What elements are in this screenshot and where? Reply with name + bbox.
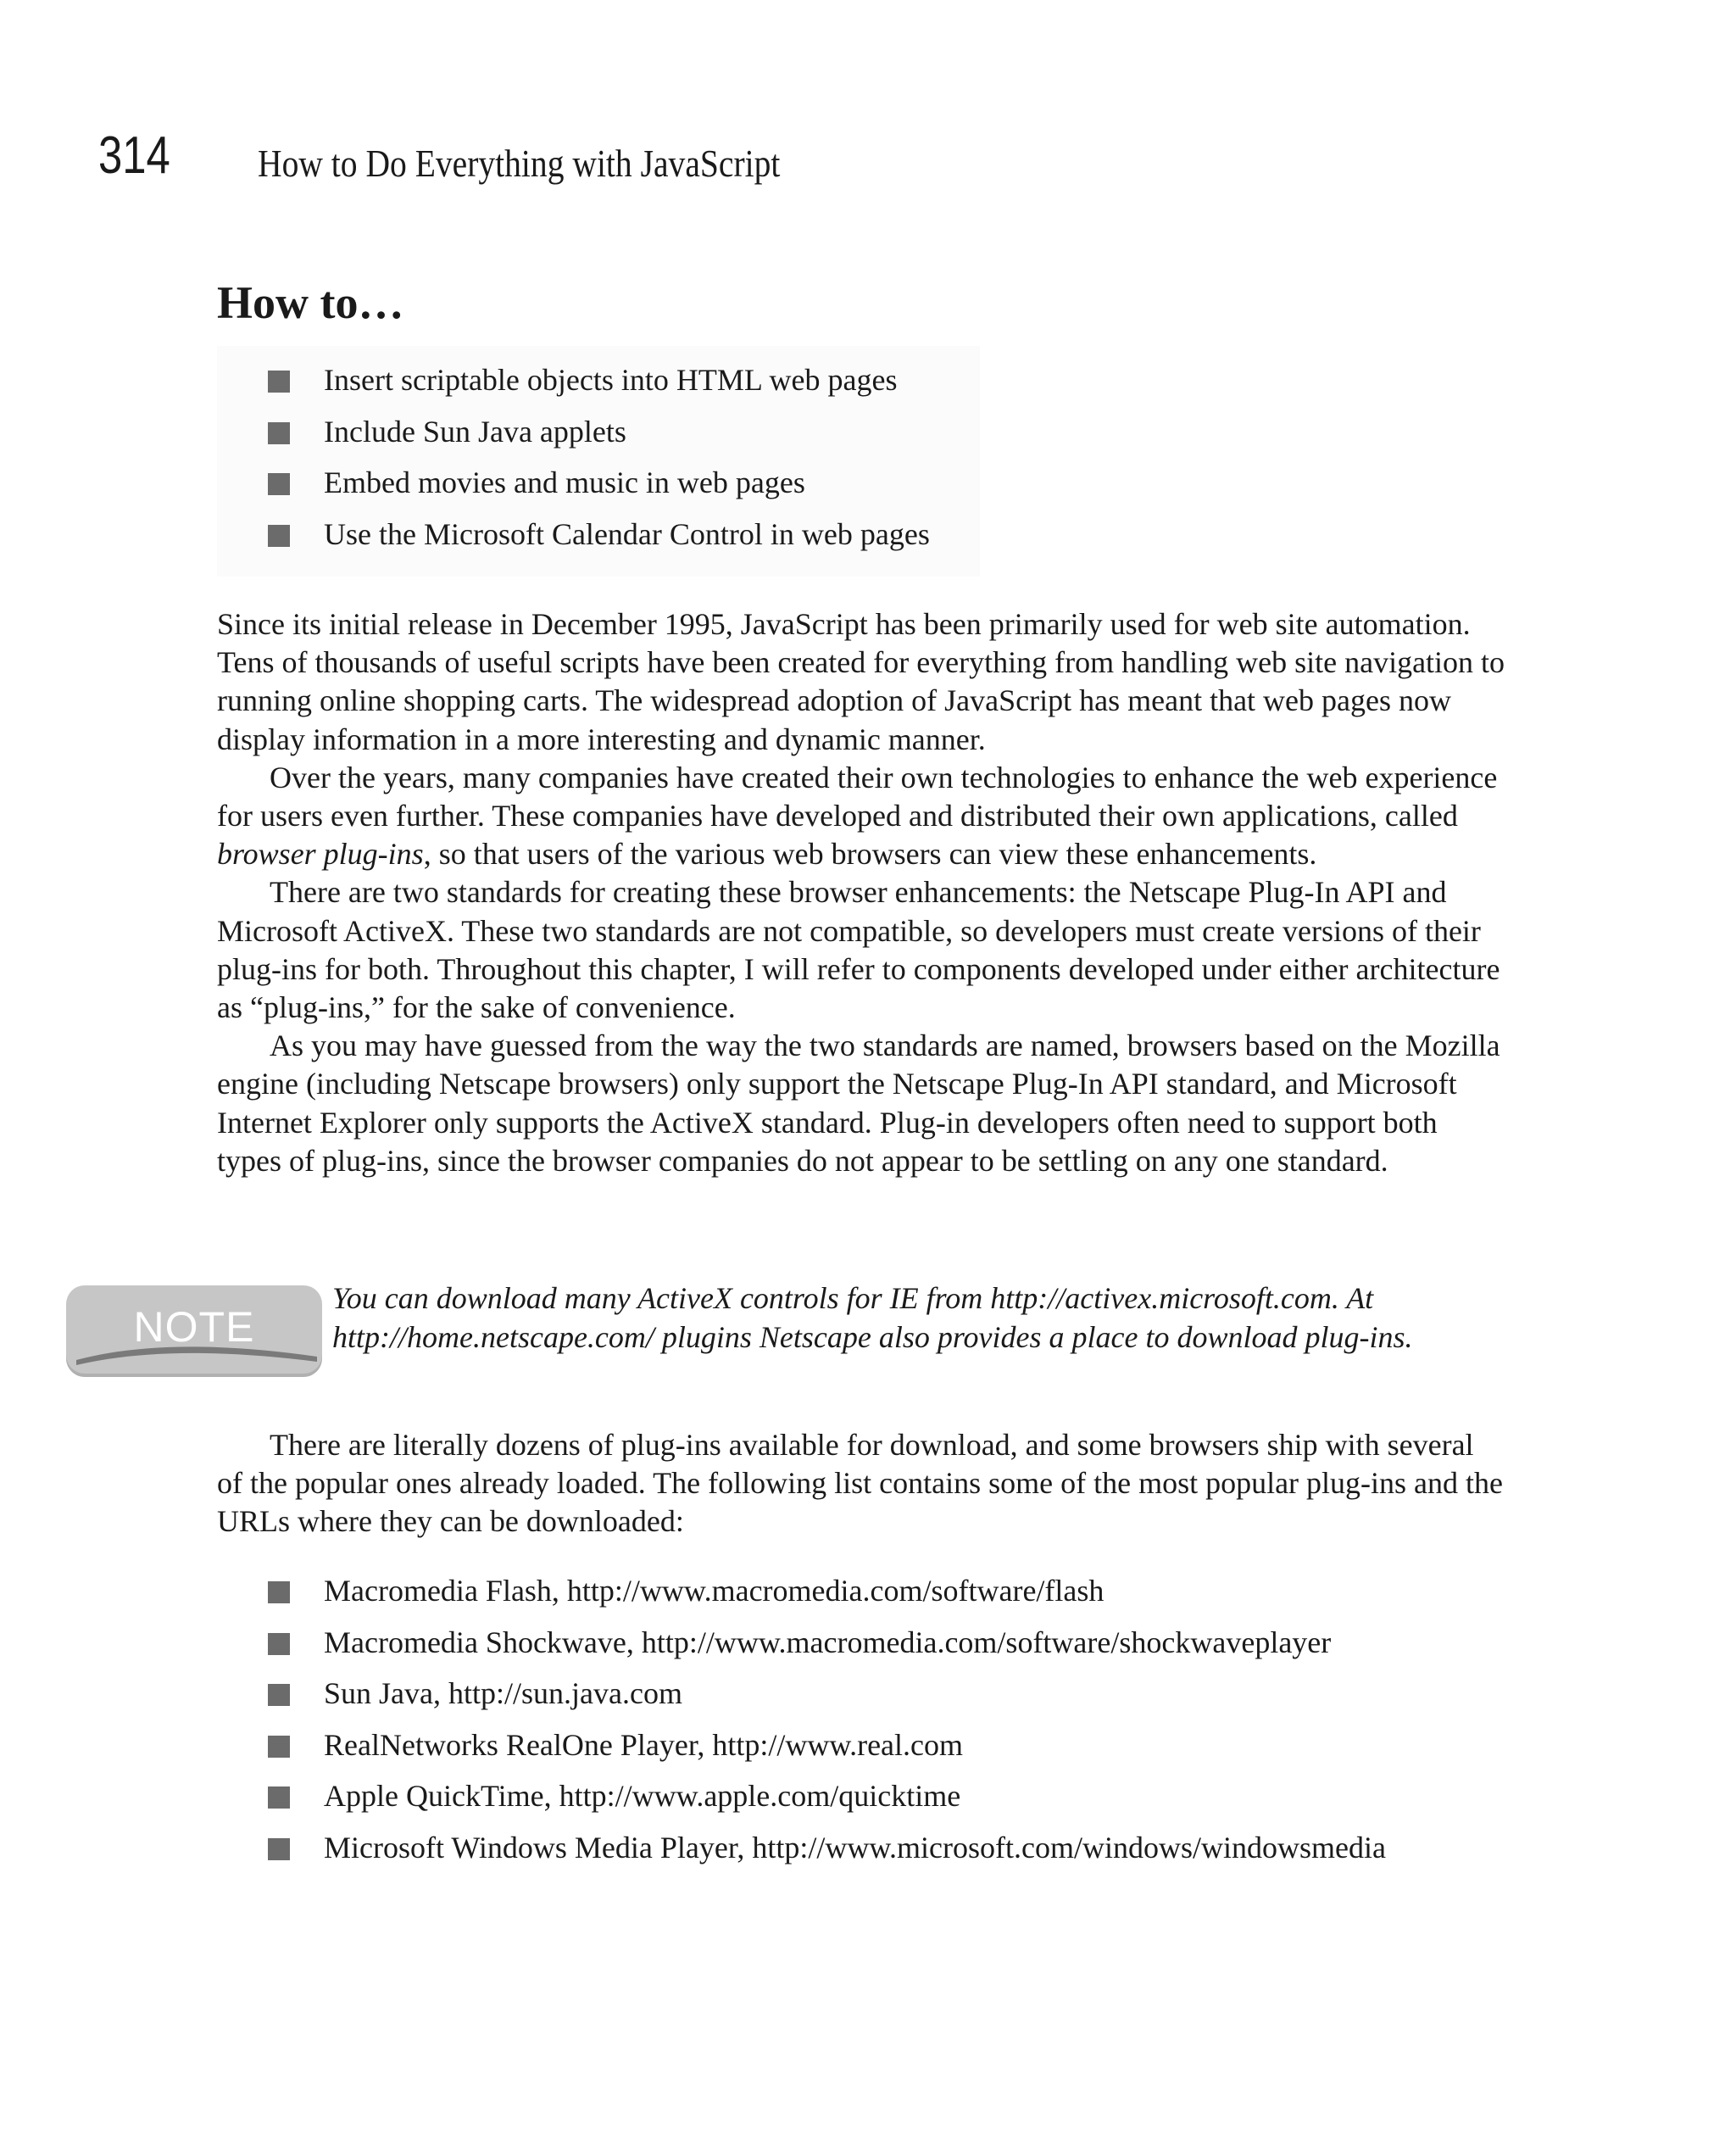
square-bullet-icon — [268, 473, 290, 495]
plugin-list — [268, 1565, 1386, 1874]
italic-term: browser plug-ins — [217, 837, 424, 872]
square-bullet-icon — [268, 1736, 290, 1758]
square-bullet-icon — [268, 525, 290, 547]
square-bullet-icon — [268, 1633, 290, 1655]
paragraph: There are literally dozens of plug-ins available for download, and some browsers ship with several of the popular ones already loaded. The following list contains some of the most popular plug-ins and the URLs where they can be downloaded: — [217, 1428, 1504, 1539]
note-text: You can download many ActiveX controls for IE from http://activex.microsoft.com. At http://home.netscape.com/ plugins Netscape also provides a place to download plug-ins. — [332, 1281, 1413, 1354]
list-item: Insert scriptable objects into HTML web pages — [268, 354, 930, 406]
note-badge — [66, 1285, 322, 1377]
howto-heading: How to… — [217, 277, 404, 328]
square-bullet-icon — [268, 1838, 290, 1860]
square-bullet-icon — [268, 1684, 290, 1706]
list-item: Macromedia Flash, http://www.macromedia.com/software/flash — [268, 1565, 1386, 1617]
square-bullet-icon — [268, 371, 290, 393]
note-label: NOTE — [133, 1303, 255, 1351]
list-item: RealNetworks RealOne Player, http://www.real.com — [268, 1720, 1386, 1771]
paragraph: Since its initial release in December 1995, JavaScript has been primarily used for web site automation. Tens of thousands of useful scripts have been created for everything from handling web site navigation to running online shopping carts. The widespread adoption of JavaScript has meant that web pages now display information in a more interesting and dynamic manner. — [217, 607, 1505, 756]
list-item: Apple QuickTime, http://www.apple.com/quicktime — [268, 1770, 1386, 1822]
paragraph: As you may have guessed from the way the two standards are named, browsers based on the Mozilla engine (including Netscape browsers) only support the Netscape Plug-In API standard, and Microsoft Internet Explorer only supports the ActiveX standard. Plug-in developers often need to support both types of plug-ins, since the browser companies do not appear to be settling on any one standard. — [217, 1028, 1500, 1178]
paragraph: There are two standards for creating these browser enhancements: the Netscape Plug-In API and Microsoft ActiveX. These two standards are not compatible, so developers must create versions of their plug-ins for both. Throughout this chapter, I will refer to components developed under either architecture as “plug-ins,” for the sake of convenience. — [217, 875, 1500, 1025]
square-bullet-icon — [268, 1581, 290, 1603]
list-item: Include Sun Java applets — [268, 406, 930, 458]
list-item: Embed movies and music in web pages — [268, 457, 930, 509]
body-text-2 — [217, 1426, 1505, 1541]
square-bullet-icon — [268, 1786, 290, 1809]
page-number: 314 — [98, 126, 170, 185]
list-item: Use the Microsoft Calendar Control in web pages — [268, 509, 930, 560]
howto-list — [268, 354, 930, 560]
list-item: Sun Java, http://sun.java.com — [268, 1668, 1386, 1720]
paragraph: Over the years, many companies have created their own technologies to enhance the web experience for users even further. These companies have developed and distributed their own applications, called browser plug-ins, so that users of the various web browsers can view these enhancements. — [217, 760, 1498, 872]
book-title: How to Do Everything with JavaScript — [258, 142, 781, 185]
body-text — [217, 605, 1505, 1180]
square-bullet-icon — [268, 422, 290, 444]
list-item: Macromedia Shockwave, http://www.macromedia.com/software/shockwaveplayer — [268, 1617, 1386, 1669]
list-item: Microsoft Windows Media Player, http://www.microsoft.com/windows/windowsmedia — [268, 1822, 1386, 1874]
